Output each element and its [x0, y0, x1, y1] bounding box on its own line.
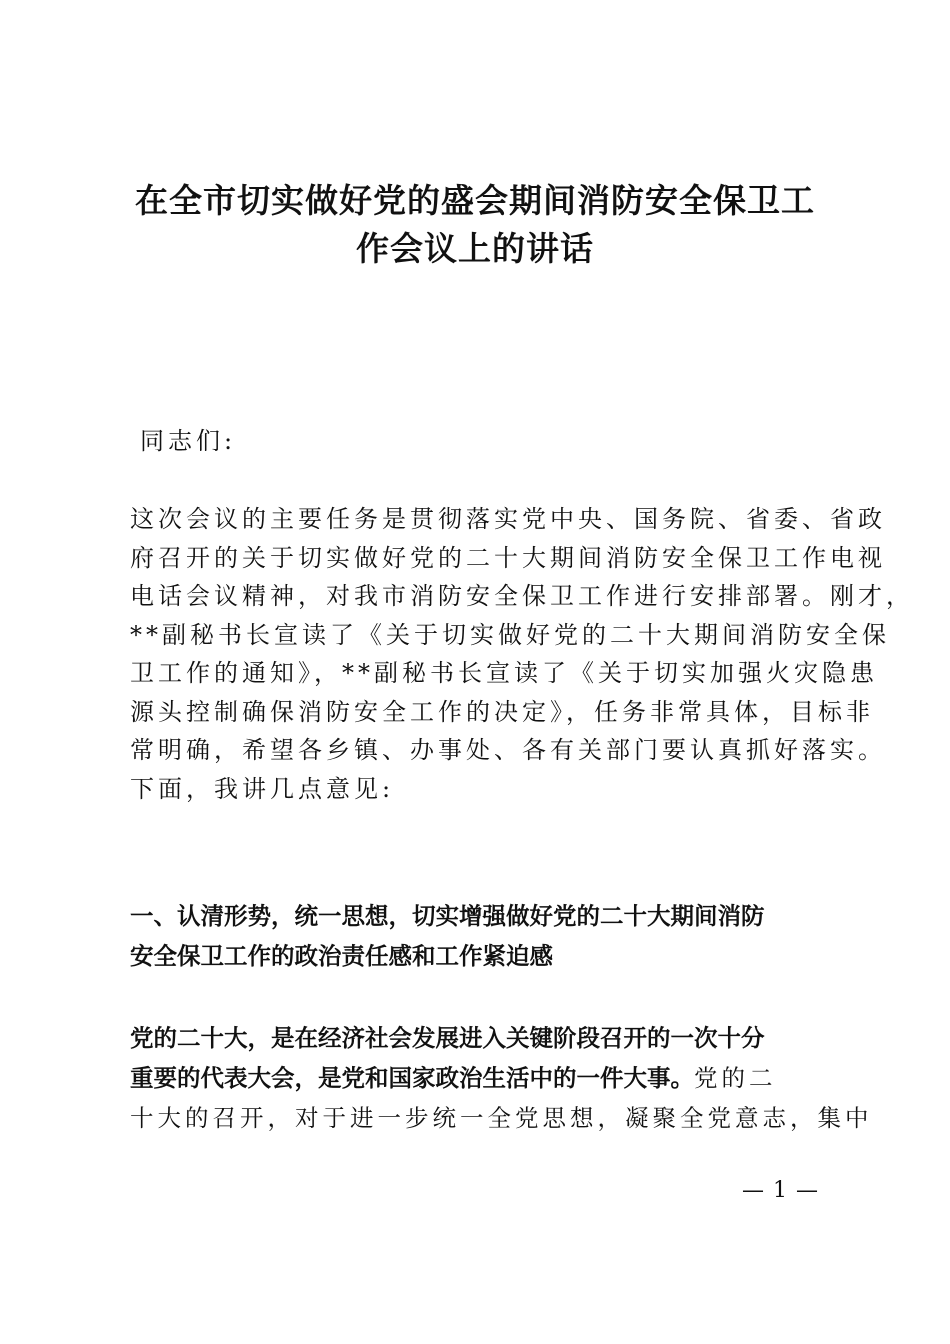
document-title-line-1: 在全市切实做好党的盛会期间消防安全保卫工 [135, 181, 815, 220]
paragraph-1-line: **副秘书长宣读了《关于切实做好党的二十大期间消防安全保 [130, 620, 890, 649]
paragraph-1-line: 电话会议精神，对我市消防安全保卫工作进行安排部署。刚才， [130, 582, 914, 610]
paragraph-1-line: 卫工作的通知》，**副秘书长宣读了《关于切实加强火灾隐患 [130, 659, 878, 687]
document-title-line-2: 作会议上的讲话 [356, 229, 594, 268]
paragraph-2-line [130, 1058, 850, 1098]
section-heading-line: 安全保卫工作的政治责任感和工作紧迫感 [130, 942, 553, 970]
paragraph-2-line: 十大的召开，对于进一步统一全党思想，凝聚全党意志，集中 [130, 1104, 873, 1132]
paragraph-2-line: 党的二十大，是在经济社会发展进入关键阶段召开的一次十分 [130, 1024, 765, 1052]
section-heading-line: 一、认清形势，统一思想，切实增强做好党的二十大期间消防 [130, 902, 765, 930]
paragraph-2-bold-text: 重要的代表大会，是党和国家政治生活中的一件大事。 [130, 1064, 694, 1092]
paragraph-1-line: 常明确，希望各乡镇、办事处、各有关部门要认真抓好落实。 [130, 736, 886, 764]
paragraph-1-line: 这次会议的主要任务是贯彻落实党中央、国务院、省委、省政 [130, 505, 886, 533]
paragraph-1-line: 府召开的关于切实做好党的二十大期间消防安全保卫工作电视 [130, 543, 886, 572]
paragraph-1-line: 下面，我讲几点意见: [130, 774, 395, 803]
paragraph-1-line: 源头控制确保消防安全工作的决定》，任务非常具体，目标非 [130, 697, 874, 726]
paragraph-1 [130, 500, 914, 808]
page-number: — 1 — [742, 1178, 819, 1203]
paragraph-2 [130, 1018, 873, 1138]
paragraph-2-text: 党的二 [694, 1064, 777, 1092]
section-heading-1 [130, 896, 850, 976]
greeting: 同志们: [140, 427, 237, 455]
